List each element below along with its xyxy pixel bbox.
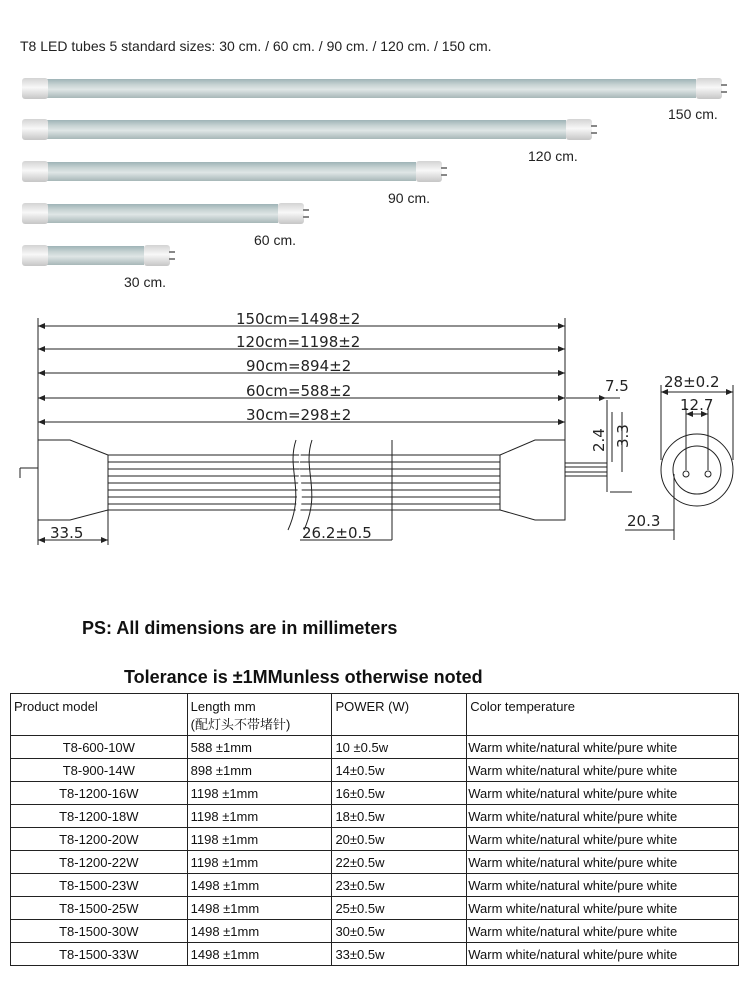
cell-model: T8-1200-18W	[11, 805, 188, 828]
cell-color: Warm white/natural white/pure white	[467, 782, 739, 805]
pin-dim-a: 2.4	[590, 428, 608, 452]
tube-label-30cm: 30 cm.	[124, 274, 167, 290]
cell-model: T8-600-10W	[11, 736, 188, 759]
tube-label-120cm: 120 cm.	[528, 148, 578, 164]
pin-spacing-dim: 12.7	[680, 396, 714, 414]
cell-color: Warm white/natural white/pure white	[467, 805, 739, 828]
page-title: T8 LED tubes 5 standard sizes: 30 cm. / 60 cm. / 90 cm. / 120 cm. / 150 cm.	[20, 38, 492, 54]
cell-power: 16±0.5w	[332, 782, 467, 805]
cap-length-dim: 33.5	[50, 524, 84, 542]
cell-model: T8-1200-16W	[11, 782, 188, 805]
cell-color: Warm white/natural white/pure white	[467, 736, 739, 759]
table-row	[11, 920, 739, 943]
cell-length: 1198 ±1mm	[187, 851, 332, 874]
tube-label-90cm: 90 cm.	[388, 190, 431, 206]
cell-color: Warm white/natural white/pure white	[467, 920, 739, 943]
cell-model: T8-1200-22W	[11, 851, 188, 874]
length-dim-30: 30cm=298±2	[246, 406, 352, 424]
header-power: POWER (W)	[332, 694, 467, 736]
table-row	[11, 851, 739, 874]
cell-length: 1198 ±1mm	[187, 805, 332, 828]
header-product-model: Product model	[11, 694, 188, 736]
length-dim-120: 120cm=1198±2	[236, 333, 361, 351]
header-color-temperature: Color temperature	[467, 694, 739, 736]
cell-power: 23±0.5w	[332, 874, 467, 897]
cell-power: 10 ±0.5w	[332, 736, 467, 759]
tube-label-150cm: 150 cm.	[668, 106, 718, 122]
cell-color: Warm white/natural white/pure white	[467, 759, 739, 782]
table-row	[11, 874, 739, 897]
table-row	[11, 782, 739, 805]
cell-length: 1198 ±1mm	[187, 828, 332, 851]
dimension-drawing	[0, 300, 750, 560]
cell-power: 33±0.5w	[332, 943, 467, 966]
cell-power: 18±0.5w	[332, 805, 467, 828]
cell-length: 1498 ±1mm	[187, 874, 332, 897]
tube-150cm	[22, 79, 722, 98]
cell-length: 1498 ±1mm	[187, 920, 332, 943]
cell-color: Warm white/natural white/pure white	[467, 897, 739, 920]
cell-model: T8-1500-25W	[11, 897, 188, 920]
length-dim-90: 90cm=894±2	[246, 357, 352, 375]
cell-model: T8-1500-30W	[11, 920, 188, 943]
tube-60cm	[22, 204, 304, 223]
table-header-row	[11, 694, 739, 736]
cell-length: 1498 ±1mm	[187, 897, 332, 920]
ps-note: PS: All dimensions are in millimeters	[82, 618, 398, 638]
cell-power: 30±0.5w	[332, 920, 467, 943]
tube-120cm	[22, 120, 592, 139]
length-dim-150: 150cm=1498±2	[236, 310, 361, 328]
table-row	[11, 736, 739, 759]
tolerance-note: Tolerance is ±1MMunless otherwise noted	[124, 667, 483, 687]
table-row	[11, 759, 739, 782]
cell-model: T8-1500-33W	[11, 943, 188, 966]
spec-table	[10, 693, 739, 966]
cell-color: Warm white/natural white/pure white	[467, 943, 739, 966]
header-length-label: Length mm	[190, 699, 256, 714]
pin-height-dim: 20.3	[627, 512, 661, 530]
table-row	[11, 828, 739, 851]
cell-color: Warm white/natural white/pure white	[467, 851, 739, 874]
cell-color: Warm white/natural white/pure white	[467, 828, 739, 851]
table-row	[11, 805, 739, 828]
tube-label-60cm: 60 cm.	[254, 232, 297, 248]
end-diameter-dim: 28±0.2	[664, 373, 720, 391]
table-row	[11, 897, 739, 920]
cell-color: Warm white/natural white/pure white	[467, 874, 739, 897]
pin-dim-b: 3.3	[614, 424, 632, 448]
tube-30cm	[22, 246, 170, 265]
cell-power: 20±0.5w	[332, 828, 467, 851]
cell-model: T8-1200-20W	[11, 828, 188, 851]
diameter-dim: 26.2±0.5	[302, 524, 372, 542]
header-length	[187, 694, 332, 736]
cell-power: 22±0.5w	[332, 851, 467, 874]
cell-power: 25±0.5w	[332, 897, 467, 920]
header-length-sub: (配灯头不带堵针)	[190, 717, 291, 732]
cell-length: 588 ±1mm	[187, 736, 332, 759]
cell-length: 898 ±1mm	[187, 759, 332, 782]
cell-model: T8-900-14W	[11, 759, 188, 782]
pin-length-dim: 7.5	[605, 377, 629, 395]
cell-length: 1498 ±1mm	[187, 943, 332, 966]
cell-length: 1198 ±1mm	[187, 782, 332, 805]
tube-90cm	[22, 162, 442, 181]
table-row	[11, 943, 739, 966]
cell-model: T8-1500-23W	[11, 874, 188, 897]
length-dim-60: 60cm=588±2	[246, 382, 352, 400]
cell-power: 14±0.5w	[332, 759, 467, 782]
